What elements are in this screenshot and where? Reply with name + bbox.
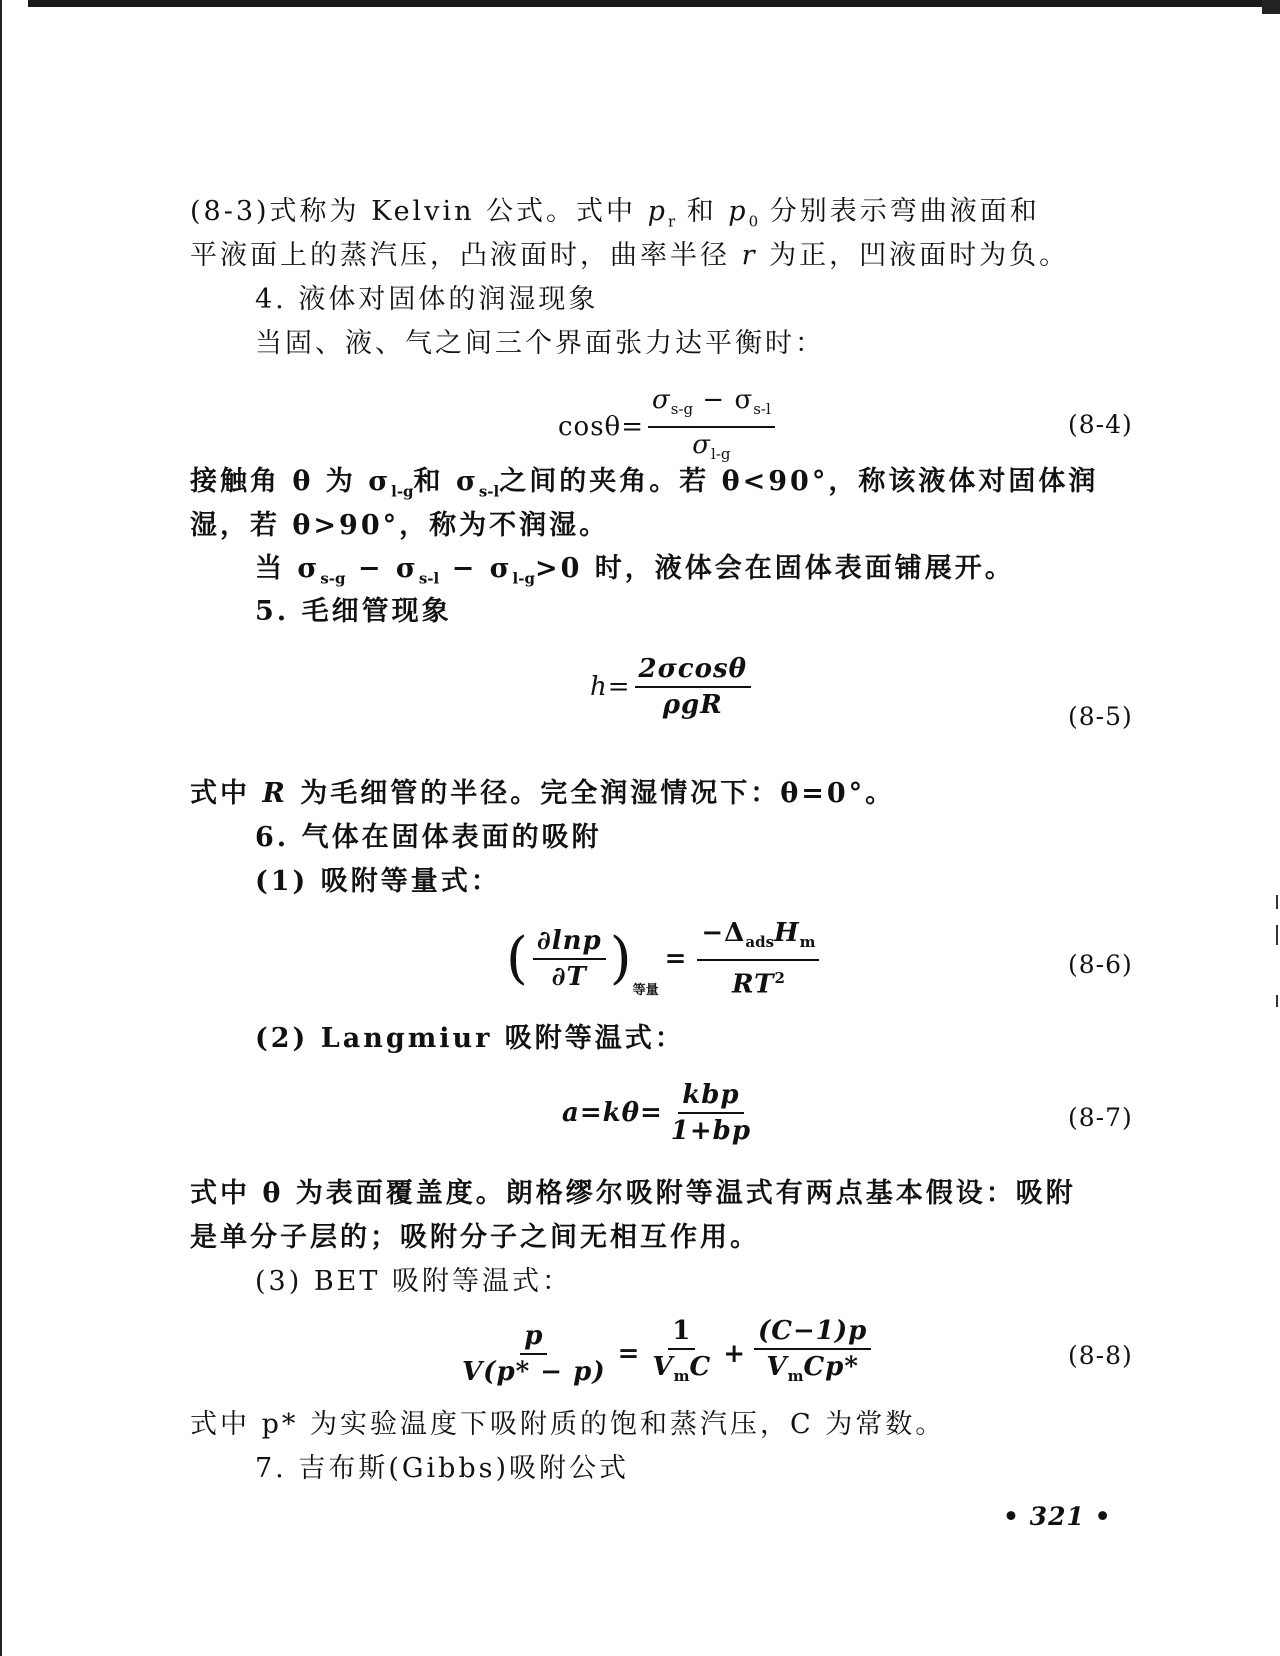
margin-mark — [1276, 995, 1278, 1007]
langmuir-para-line2: 是单分子层的；吸附分子之间无相互作用。 — [190, 1222, 760, 1253]
heading-section-6: 6. 气体在固体表面的吸附 — [255, 822, 602, 853]
equation-8-5: h= $\frac{2\sigma\cos\theta}{\text{ρgR}}$ — [590, 654, 755, 720]
subheading-bet-isotherm: (3) BET 吸附等温式： — [255, 1266, 572, 1297]
section-4-para1: 接触角 θ 为 $\sigma_{l-g}$和 $\sigma_{s-l}$之间的夹角。若 θ<90°，称该液体对固体润 — [190, 466, 1099, 501]
equation-number-8-8: (8-8) — [1068, 1341, 1133, 1370]
heading-section-4: 4. 液体对固体的润湿现象 — [255, 284, 599, 315]
para-kelvin-line2: 平液面上的蒸汽压，凸液面时，曲率半径 r 为正，凹液面时为负。 — [190, 240, 1070, 271]
heading-section-5: 5. 毛细管现象 — [255, 596, 452, 627]
equation-8-4: cosθ= $\frac{\sigma_{s-g} - \sigma_{s-l}}{\sigma_{l-g}}$ — [558, 385, 779, 469]
equation-8-6: ( $\frac{\partial\ln p}{\partial T}$ ) 等量 = $\frac{-\Delta_{ads}H_m}{RT^2}$ — [506, 918, 823, 1000]
equation-number-8-6: (8-6) — [1068, 950, 1133, 979]
section-4-spreading: 当 $\sigma_{s-g} - \sigma_{s-l} - \sigma_{l-g}>0$ 时，液体会在固体表面铺展开。 — [255, 553, 1015, 588]
equation-number-8-4: (8-4) — [1068, 410, 1133, 439]
left-page-edge — [0, 0, 2, 1656]
page-number: • 321 • — [1003, 1502, 1112, 1531]
equation-number-8-7: (8-7) — [1068, 1103, 1133, 1132]
section-5-para: 式中 R 为毛细管的半径。完全润湿情况下：θ=0°。 — [190, 778, 896, 809]
section-4-para2: 湿，若 θ>90°，称为不润湿。 — [190, 510, 610, 541]
margin-mark — [1276, 925, 1278, 945]
subheading-langmuir-isotherm: (2) Langmiur 吸附等温式： — [255, 1023, 685, 1054]
para-kelvin-line1: (8-3)式称为 Kelvin 公式。式中 $p_r$ 和 $p_0$ 分别表示弯曲液面和 — [190, 196, 1040, 231]
bet-para: 式中 p* 为实验温度下吸附质的饱和蒸汽压，C 为常数。 — [190, 1409, 946, 1440]
heading-section-7: 7. 吉布斯(Gibbs)吸附公式 — [255, 1453, 630, 1484]
top-border-rule — [28, 0, 1266, 7]
equation-8-8: $\frac{p}{V(p* - p)}$ = $\frac{1}{V_mC}$ + $\frac{(C-1)p}{V_mCp*}$ — [454, 1316, 875, 1391]
equation-8-7: a=kθ= $\frac{\text{kbp}}{1+bp}$ — [562, 1080, 752, 1146]
equation-number-8-5: (8-5) — [1068, 702, 1133, 731]
section-4-intro: 当固、液、气之间三个界面张力达平衡时： — [255, 328, 825, 359]
margin-mark — [1276, 895, 1278, 909]
langmuir-para-line1: 式中 θ 为表面覆盖度。朗格缪尔吸附等温式有两点基本假设：吸附 — [190, 1178, 1076, 1209]
subheading-adsorption-isostere: (1) 吸附等量式： — [255, 866, 501, 897]
corner-mark — [1262, 0, 1280, 14]
